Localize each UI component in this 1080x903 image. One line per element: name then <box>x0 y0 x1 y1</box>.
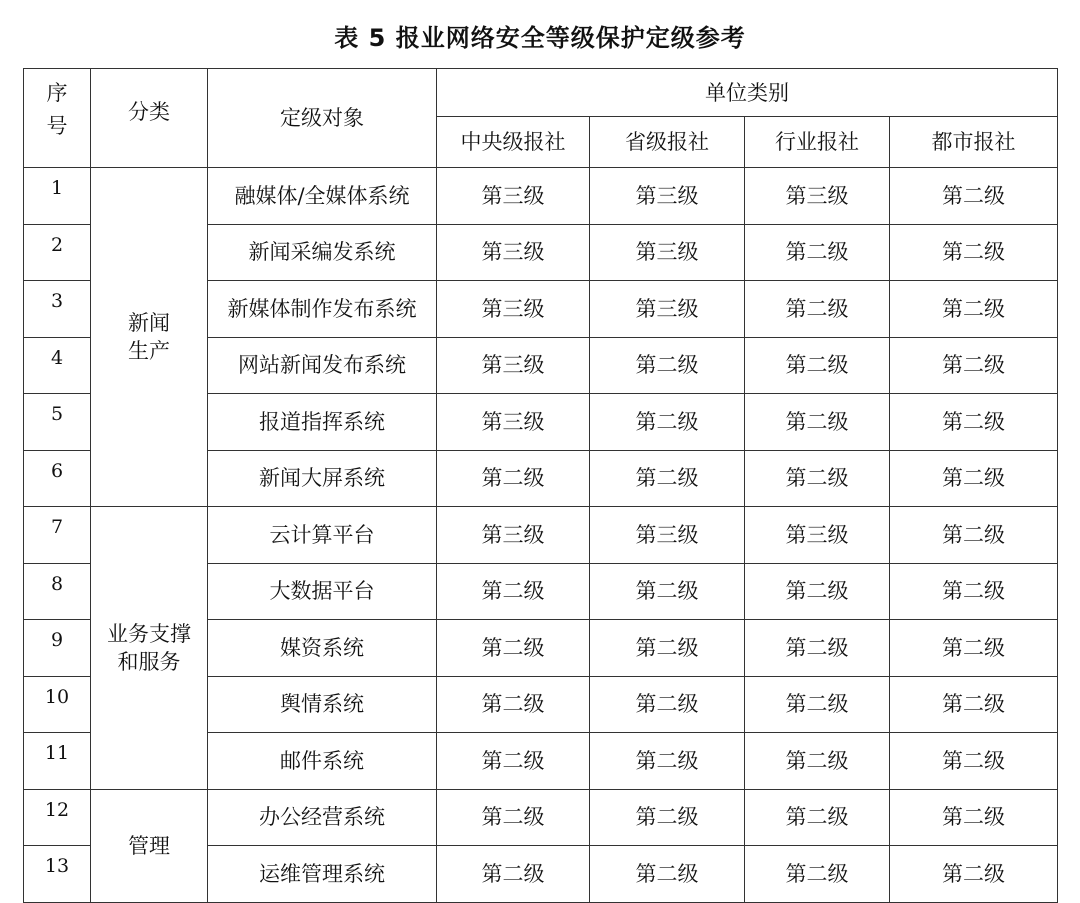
level-cell: 第三级 <box>437 394 590 451</box>
level-cell: 第二级 <box>890 620 1058 677</box>
grading-target: 新闻采编发系统 <box>208 224 437 281</box>
row-number: 7 <box>24 507 91 564</box>
level-cell: 第二级 <box>437 846 590 903</box>
level-cell: 第二级 <box>890 563 1058 620</box>
level-cell: 第三级 <box>745 507 890 564</box>
level-cell: 第二级 <box>745 337 890 394</box>
level-cell: 第二级 <box>590 846 745 903</box>
level-cell: 第二级 <box>745 733 890 790</box>
level-cell: 第二级 <box>745 620 890 677</box>
level-cell: 第二级 <box>745 450 890 507</box>
level-cell: 第二级 <box>890 676 1058 733</box>
level-cell: 第二级 <box>890 168 1058 225</box>
row-number: 6 <box>24 450 91 507</box>
level-cell: 第二级 <box>590 733 745 790</box>
header-unit-industry: 行业报社 <box>745 117 890 168</box>
row-number: 9 <box>24 620 91 677</box>
category-management: 管理 <box>91 789 208 902</box>
level-cell: 第二级 <box>890 507 1058 564</box>
grading-target: 媒资系统 <box>208 620 437 677</box>
header-seq: 序 号 <box>24 69 91 168</box>
row-number: 12 <box>24 789 91 846</box>
level-cell: 第二级 <box>745 563 890 620</box>
level-cell: 第二级 <box>590 563 745 620</box>
level-cell: 第二级 <box>890 281 1058 338</box>
row-number: 3 <box>24 281 91 338</box>
level-cell: 第三级 <box>590 507 745 564</box>
level-cell: 第二级 <box>890 733 1058 790</box>
header-unit-metro: 都市报社 <box>890 117 1058 168</box>
header-unit-type: 单位类别 <box>437 69 1058 117</box>
level-cell: 第三级 <box>745 168 890 225</box>
level-cell: 第二级 <box>745 789 890 846</box>
level-cell: 第二级 <box>745 224 890 281</box>
level-cell: 第二级 <box>745 281 890 338</box>
table-row <box>24 789 1058 846</box>
grading-target: 舆情系统 <box>208 676 437 733</box>
level-cell: 第三级 <box>437 224 590 281</box>
level-cell: 第二级 <box>437 676 590 733</box>
grading-target: 邮件系统 <box>208 733 437 790</box>
row-number: 11 <box>24 733 91 790</box>
level-cell: 第三级 <box>437 281 590 338</box>
level-cell: 第二级 <box>437 620 590 677</box>
row-number: 2 <box>24 224 91 281</box>
row-number: 4 <box>24 337 91 394</box>
table-row <box>24 168 1058 225</box>
level-cell: 第二级 <box>745 676 890 733</box>
level-cell: 第二级 <box>745 394 890 451</box>
header-category: 分类 <box>91 69 208 168</box>
grading-target: 云计算平台 <box>208 507 437 564</box>
level-cell: 第二级 <box>890 224 1058 281</box>
grading-target: 融媒体/全媒体系统 <box>208 168 437 225</box>
level-cell: 第二级 <box>437 563 590 620</box>
level-cell: 第二级 <box>890 337 1058 394</box>
grading-table <box>23 68 1058 903</box>
level-cell: 第三级 <box>590 281 745 338</box>
grading-target: 报道指挥系统 <box>208 394 437 451</box>
grading-target: 新媒体制作发布系统 <box>208 281 437 338</box>
row-number: 13 <box>24 846 91 903</box>
level-cell: 第三级 <box>437 507 590 564</box>
row-number: 8 <box>24 563 91 620</box>
level-cell: 第二级 <box>590 394 745 451</box>
level-cell: 第三级 <box>437 337 590 394</box>
category-business-support: 业务支撑 和服务 <box>91 507 208 790</box>
table-title: 表 5 报业网络安全等级保护定级参考 <box>334 24 746 52</box>
level-cell: 第二级 <box>590 676 745 733</box>
grading-target: 运维管理系统 <box>208 846 437 903</box>
header-unit-provincial: 省级报社 <box>590 117 745 168</box>
level-cell: 第二级 <box>745 846 890 903</box>
grading-target: 网站新闻发布系统 <box>208 337 437 394</box>
level-cell: 第二级 <box>590 620 745 677</box>
level-cell: 第二级 <box>890 394 1058 451</box>
row-number: 5 <box>24 394 91 451</box>
category-news-production: 新闻 生产 <box>91 168 208 507</box>
level-cell: 第二级 <box>590 789 745 846</box>
grading-target: 办公经营系统 <box>208 789 437 846</box>
level-cell: 第二级 <box>890 789 1058 846</box>
level-cell: 第三级 <box>590 168 745 225</box>
grading-target: 大数据平台 <box>208 563 437 620</box>
level-cell: 第二级 <box>890 450 1058 507</box>
level-cell: 第三级 <box>437 168 590 225</box>
level-cell: 第二级 <box>437 733 590 790</box>
row-number: 10 <box>24 676 91 733</box>
level-cell: 第三级 <box>590 224 745 281</box>
level-cell: 第二级 <box>437 450 590 507</box>
header-target: 定级对象 <box>208 69 437 168</box>
level-cell: 第二级 <box>590 450 745 507</box>
level-cell: 第二级 <box>590 337 745 394</box>
table-row <box>24 507 1058 564</box>
grading-target: 新闻大屏系统 <box>208 450 437 507</box>
header-unit-central: 中央级报社 <box>437 117 590 168</box>
level-cell: 第二级 <box>437 789 590 846</box>
level-cell: 第二级 <box>890 846 1058 903</box>
header-row-1 <box>24 69 1058 117</box>
row-number: 1 <box>24 168 91 225</box>
